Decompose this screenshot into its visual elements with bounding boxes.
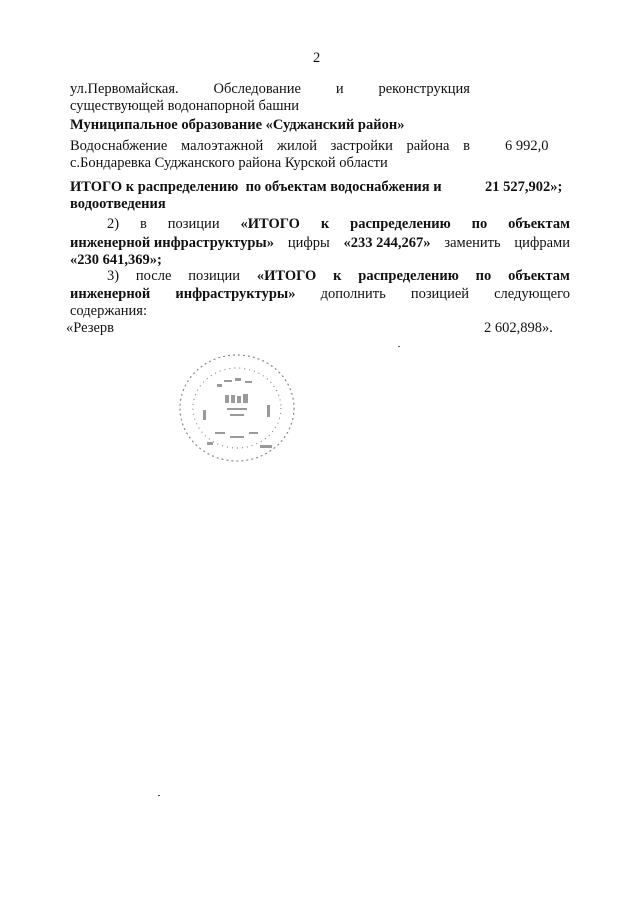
item2-line3: «230 641,369»;: [70, 252, 162, 268]
scan-speck: [398, 346, 400, 347]
top-block-line1: [70, 81, 470, 98]
municipality-heading: Муниципальное образование «Суджанский район»: [70, 117, 405, 133]
word: инженерной: [70, 286, 151, 302]
word: дополнить: [320, 286, 386, 302]
word: объектам: [508, 216, 570, 232]
word: позицией: [410, 286, 470, 302]
word: в: [140, 216, 147, 232]
old-number: «233 244,267»: [343, 235, 431, 251]
word: инфраструктуры»: [175, 286, 296, 302]
item3-line2: [70, 286, 570, 303]
word: объектам: [508, 268, 570, 284]
water-item-line1: [70, 138, 470, 155]
word: распределению: [358, 268, 459, 284]
word: заменить: [444, 235, 501, 251]
water-item-line2: с.Бондаревка Суджанского района Курской области: [70, 155, 388, 171]
word: района: [406, 138, 450, 154]
item3-line1: [107, 268, 570, 285]
item3-line3: содержания:: [70, 303, 148, 319]
seal-graphic: [175, 350, 300, 470]
reserve-amount: 2 602,898».: [484, 320, 553, 336]
word: реконструкция: [378, 81, 470, 97]
word: по: [471, 216, 488, 232]
word: застройки: [330, 138, 393, 154]
scan-speck: [158, 795, 160, 796]
word: «ИТОГО: [256, 268, 317, 284]
word: ул.Первомайская.: [70, 81, 179, 97]
water-item-amount: 6 992,0: [505, 138, 549, 154]
word: по: [475, 268, 492, 284]
word: цифры: [287, 235, 330, 251]
top-block-line2: существующей водонапорной башни: [70, 98, 300, 114]
word: в: [463, 138, 470, 154]
total-water-line2: водоотведения: [70, 196, 166, 212]
item-number: 2): [107, 216, 120, 232]
word: распределению: [350, 216, 451, 232]
word: «ИТОГО: [240, 216, 300, 232]
bold-phrase: инженерной инфраструктуры»: [70, 235, 274, 251]
word: позиции: [167, 216, 220, 232]
total-water-amount: 21 527,902»;: [485, 179, 563, 195]
word: после: [135, 268, 172, 284]
word: Обследование: [213, 81, 301, 97]
official-seal-stamp: [175, 350, 300, 470]
item2-line2: [70, 235, 570, 252]
word: малоэтажной: [181, 138, 264, 154]
item2-line1: [107, 216, 570, 233]
word: и: [335, 81, 344, 97]
word: Водоснабжение: [70, 138, 168, 154]
item-number: 3): [107, 268, 120, 284]
word: к: [320, 216, 330, 232]
page-number: 2: [313, 50, 321, 66]
word: следующего: [494, 286, 570, 302]
word: жилой: [276, 138, 317, 154]
word: позиции: [188, 268, 241, 284]
word: к: [333, 268, 342, 284]
word: цифрами: [514, 235, 570, 251]
total-water-line1: ИТОГО к распределению по объектам водоснабжения и: [70, 179, 442, 195]
reserve-label: «Резерв: [66, 320, 114, 336]
